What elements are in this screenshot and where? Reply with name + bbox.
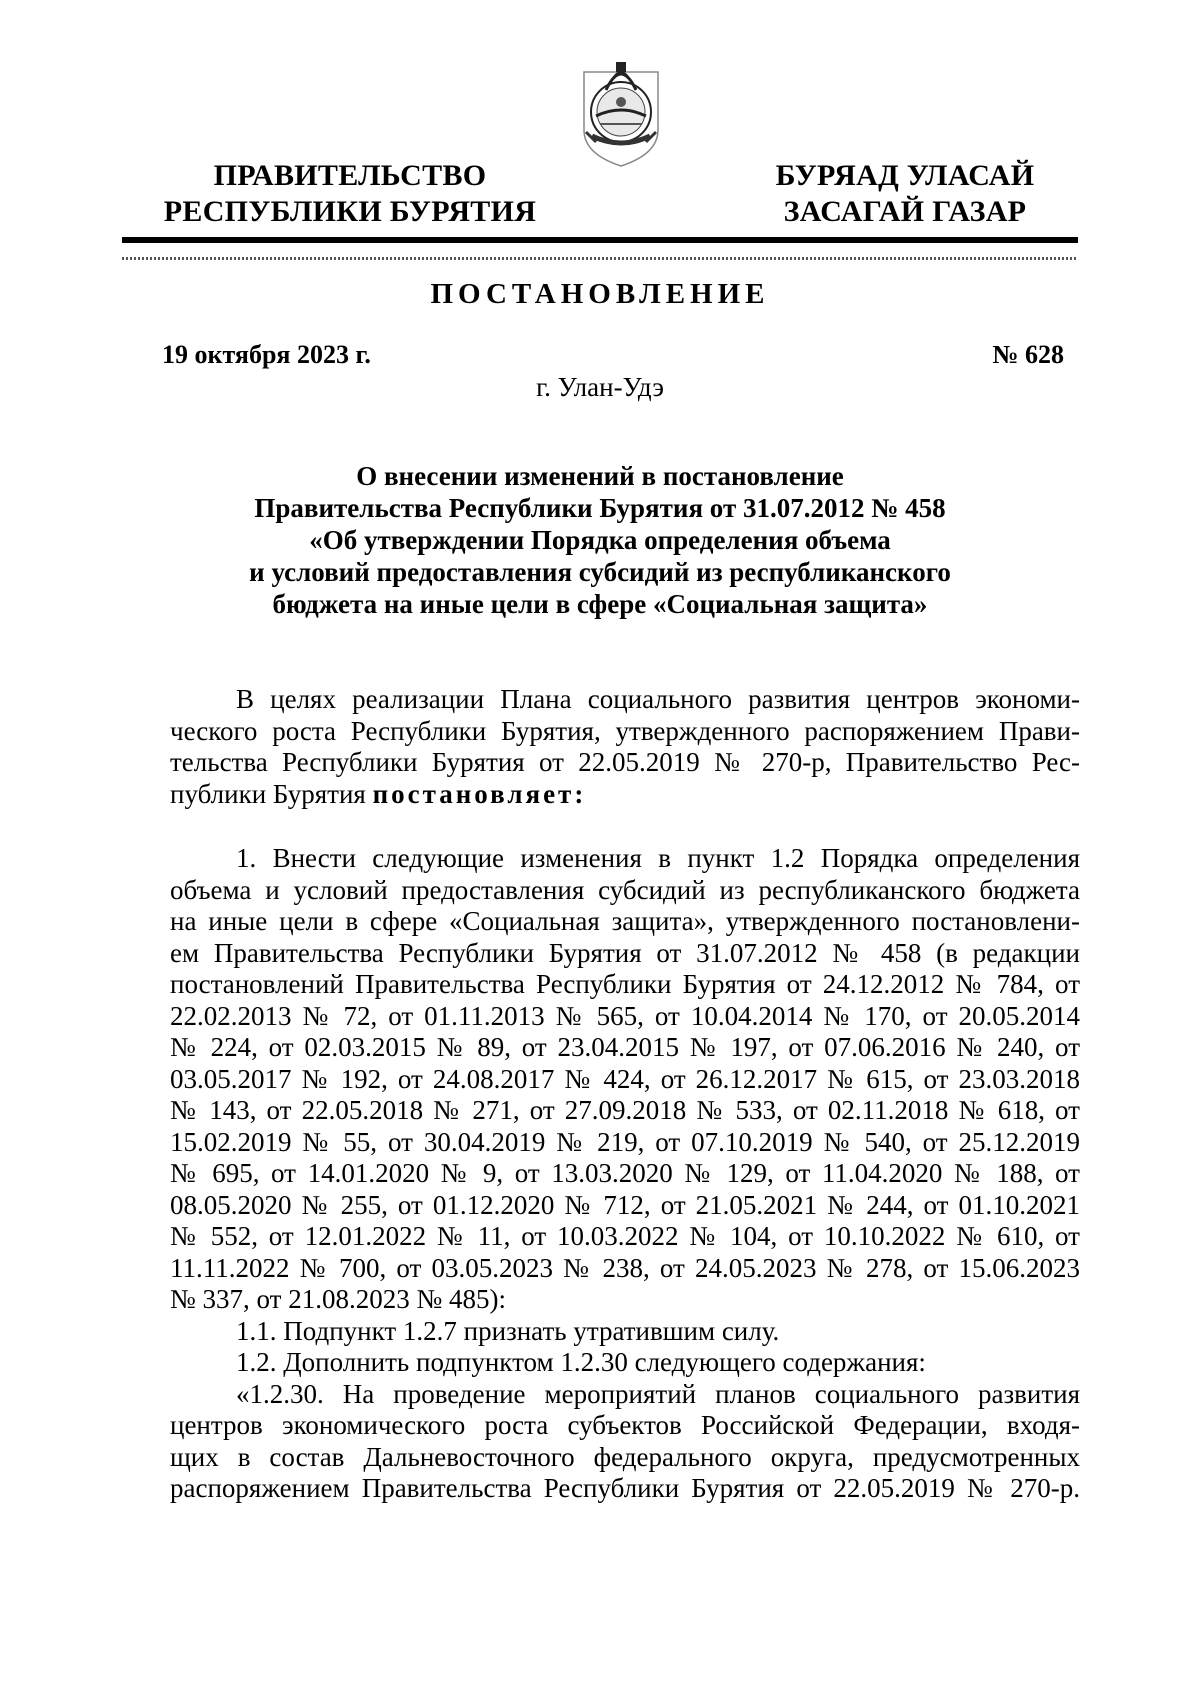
preamble-line: В целях реализации Плана социального развития центров экономи- <box>236 684 1080 714</box>
decree-word: постановляет: <box>372 778 587 809</box>
preamble-prefix: публики Бурятия <box>170 778 373 809</box>
quote-line: щих в состав Дальневосточного федерального округа, предусмотренных <box>170 1441 1080 1472</box>
clause-line: на иные цели в сфере «Социальная защита», утвержденного постановлени- <box>170 906 1080 936</box>
clause-line: № 552, от 12.01.2022 № 11, от 10.03.2022 № 104, от 10.10.2022 № 610, от <box>170 1221 1080 1251</box>
org-left-line1: ПРАВИТЕЛЬСТВО <box>213 159 487 192</box>
clause-line: 15.02.2019 № 55, от 30.04.2019 № 219, от 07.10.2019 № 540, от 25.12.2019 <box>170 1126 1080 1157</box>
quote-line: центров экономического роста субъектов Российской Федерации, входя- <box>170 1410 1080 1440</box>
title-line: и условий предоставления субсидий из республиканского <box>249 557 951 587</box>
header-divider-thick <box>122 237 1078 243</box>
preamble-line: ческого роста Республики Бурятия, утвержденного распоряжением Прави- <box>170 715 1080 746</box>
subclause-1-2: 1.2. Дополнить подпунктом 1.2.30 следующего содержания: <box>236 1347 926 1377</box>
clause-line: № 143, от 22.05.2018 № 271, от 27.09.2018 № 533, от 02.11.2018 № 618, от <box>170 1095 1080 1125</box>
document-number: № 628 <box>992 340 1064 369</box>
document-date: 19 октября 2023 г. <box>162 340 371 369</box>
org-name-russian <box>160 158 540 230</box>
clause-line: № 695, от 14.01.2020 № 9, от 13.03.2020 № 129, от 11.04.2020 № 188, от <box>170 1158 1080 1188</box>
document-body <box>170 684 1080 1505</box>
clause-line: 22.02.2013 № 72, от 01.11.2013 № 565, от 10.04.2014 № 170, от 20.05.2014 <box>170 1000 1080 1031</box>
preamble-line: тельства Республики Бурятия от 22.05.2019 № 270-р, Правительство Рес- <box>170 747 1080 777</box>
clause-line: 11.11.2022 № 700, от 03.05.2023 № 238, от 24.05.2023 № 278, от 15.06.2023 <box>170 1252 1080 1283</box>
org-left-line2: РЕСПУБЛИКИ БУРЯТИЯ <box>163 195 537 228</box>
clause-line: 03.05.2017 № 192, от 24.08.2017 № 424, от 26.12.2017 № 615, от 23.03.2018 <box>170 1063 1080 1094</box>
clause-line: 08.05.2020 № 255, от 01.12.2020 № 712, от 21.05.2021 № 244, от 01.10.2021 <box>170 1189 1080 1220</box>
org-right-line2: ЗАСАГАЙ ГАЗАР <box>783 195 1027 228</box>
title-line: бюджета на иные цели в сфере «Социальная защита» <box>272 589 928 619</box>
title-line: О внесении изменений в постановление <box>356 461 844 491</box>
clause-line: ем Правительства Республики Бурятия от 31.07.2012 № 458 (в редакции <box>170 937 1080 968</box>
header-divider-thin <box>122 257 1078 260</box>
document-city: г. Улан-Удэ <box>536 372 664 402</box>
document-type: ПОСТАНОВЛЕНИЕ <box>430 278 770 310</box>
quote-line: распоряжением Правительства Республики Бурятия от 22.05.2019 № 270-р. <box>170 1473 1080 1503</box>
org-name-buryat <box>745 158 1065 230</box>
quote-line: «1.2.30. На проведение мероприятий планов социального развития <box>236 1378 1080 1409</box>
clause-line: 1. Внести следующие изменения в пункт 1.2 Порядка определения <box>236 843 1080 873</box>
coat-of-arms-icon <box>576 50 666 168</box>
title-line: Правительства Республики Бурятия от 31.07.2012 № 458 <box>254 493 946 523</box>
subclause-1-1: 1.1. Подпункт 1.2.7 признать утратившим силу. <box>236 1315 780 1346</box>
title-line: «Об утверждении Порядка определения объема <box>309 525 891 555</box>
document-title <box>150 460 1050 620</box>
clause-line: № 224, от 02.03.2015 № 89, от 23.04.2015 № 197, от 07.06.2016 № 240, от <box>170 1032 1080 1062</box>
preamble-last-line <box>170 779 1080 811</box>
clause-line: объема и условий предоставления субсидий из республиканского бюджета <box>170 874 1080 905</box>
clause-line: постановлений Правительства Республики Бурятия от 24.12.2012 № 784, от <box>170 969 1080 999</box>
org-right-line1: БУРЯАД УЛАСАЙ <box>775 159 1035 192</box>
clause-line: № 337, от 21.08.2023 № 485): <box>170 1284 506 1314</box>
